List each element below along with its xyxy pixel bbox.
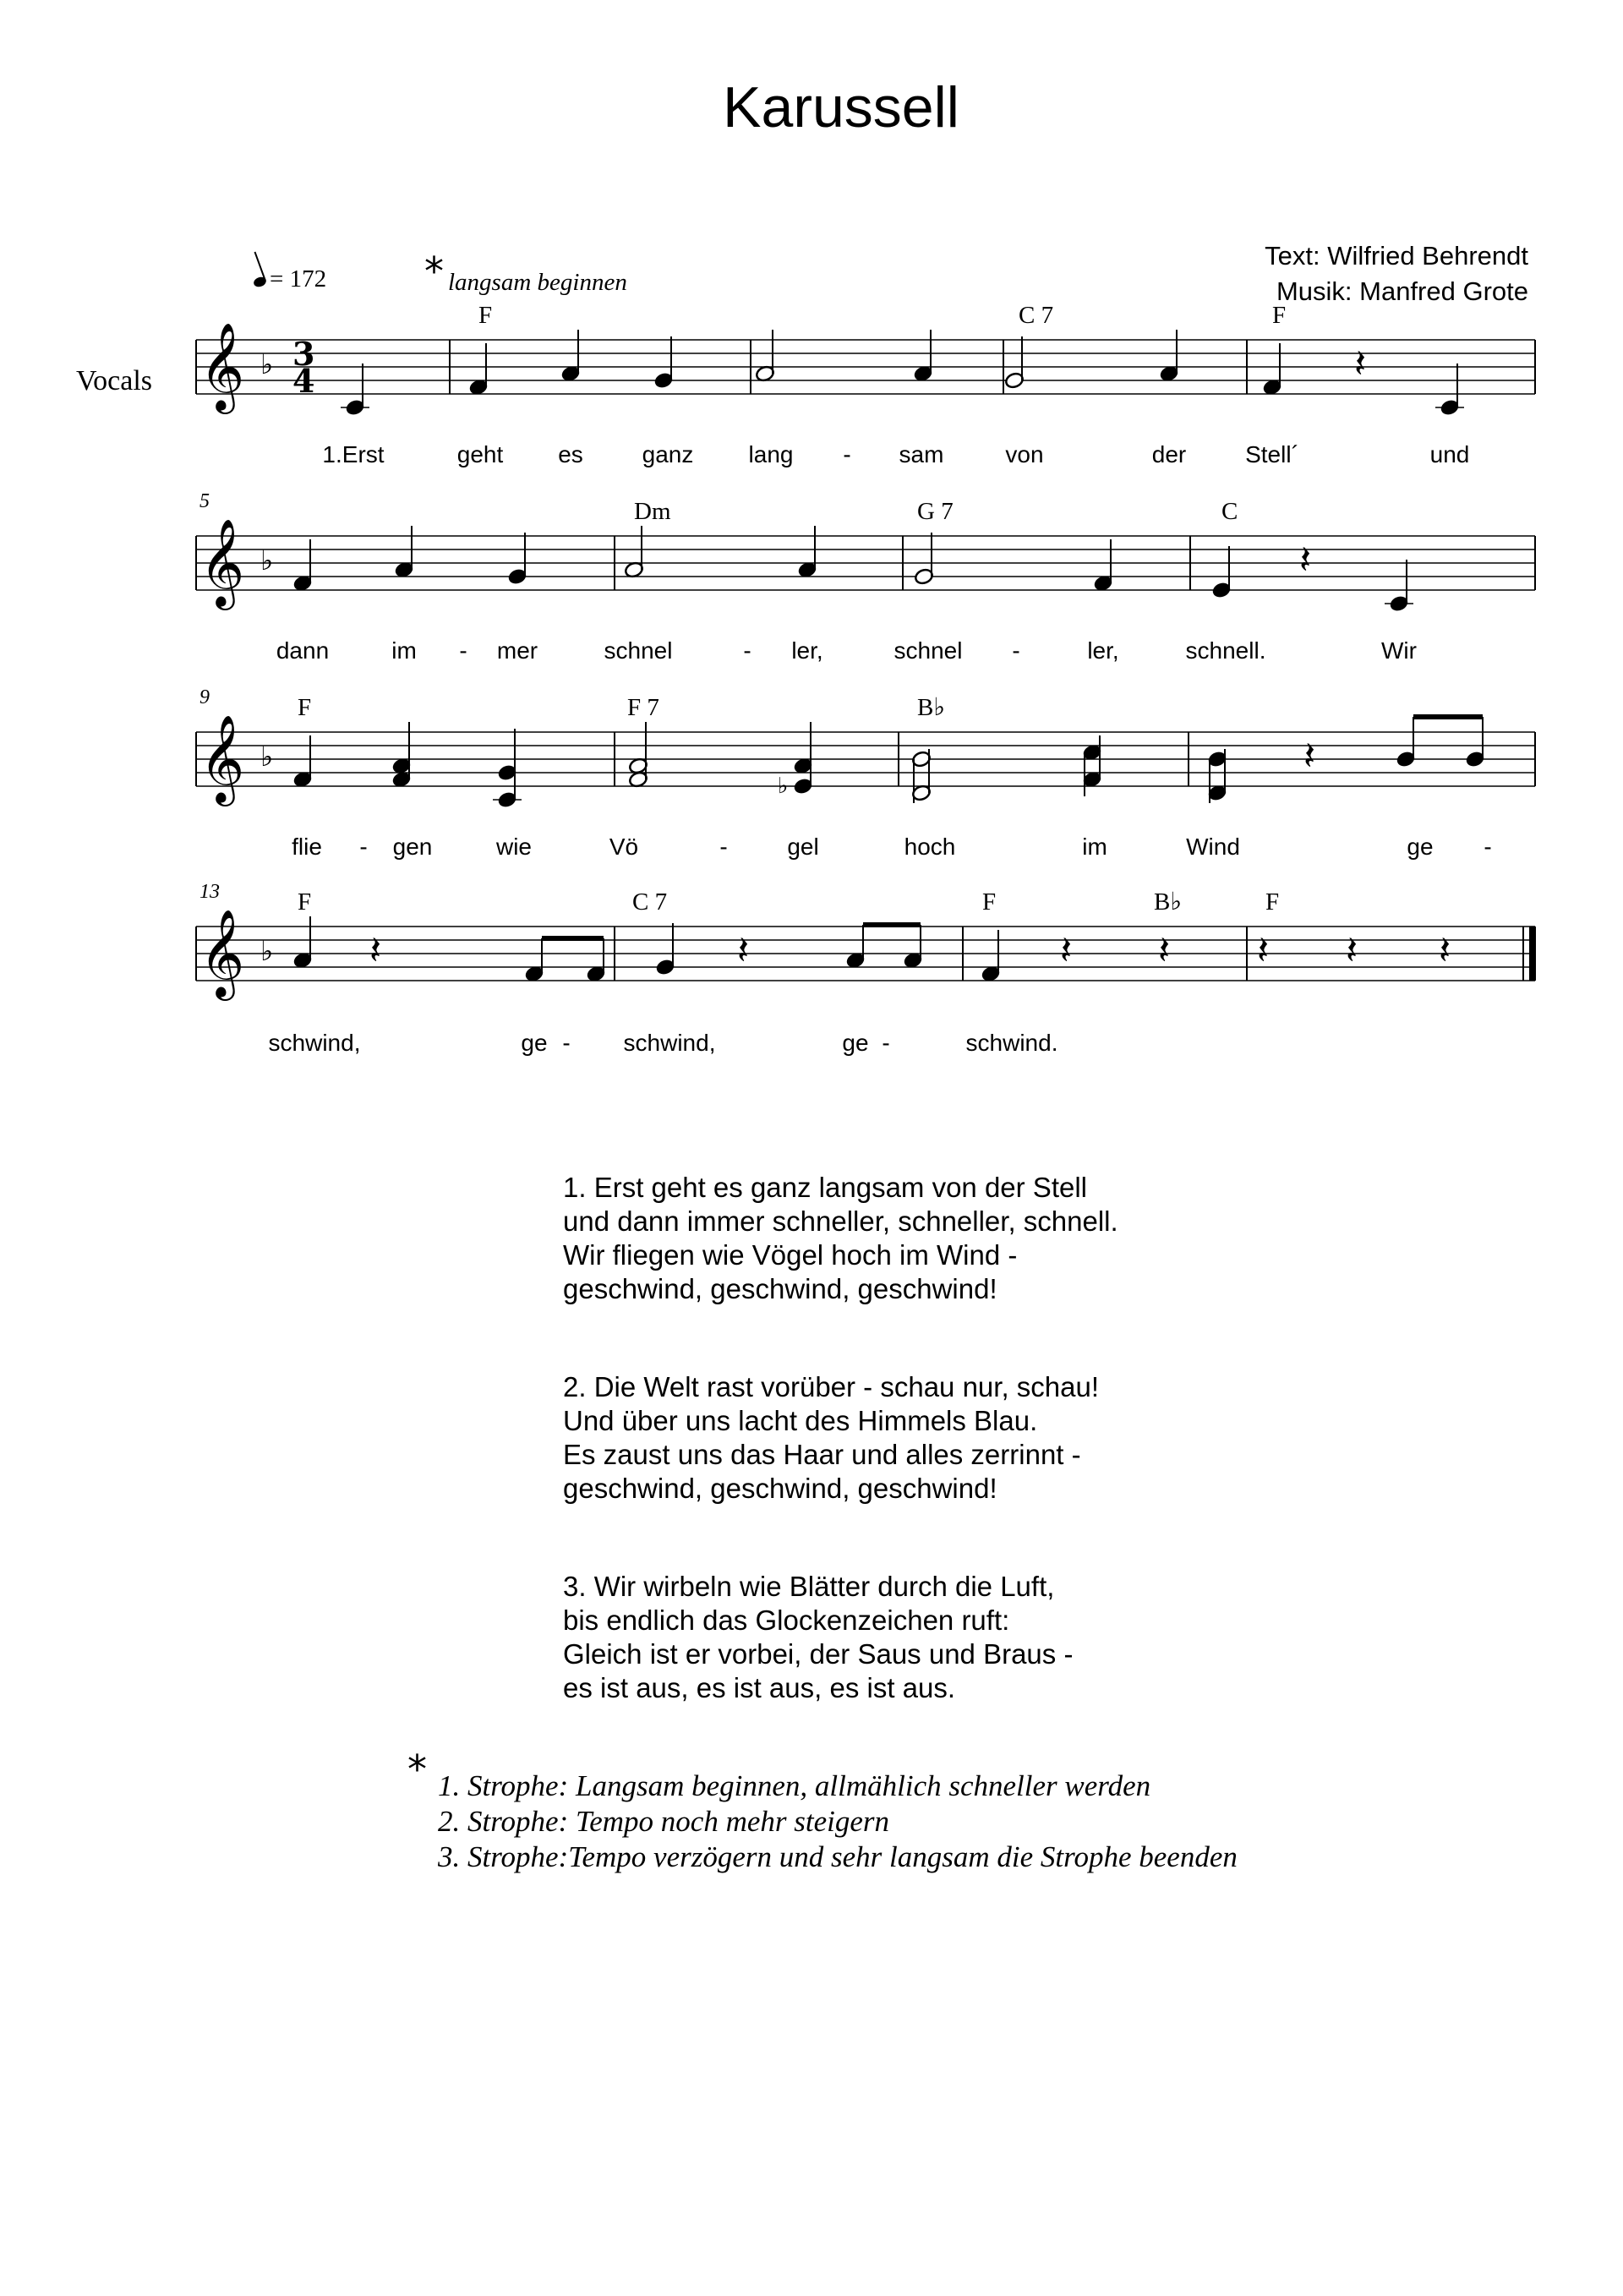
lyric-syllable: hoch bbox=[904, 834, 956, 860]
lyric-syllable: mer bbox=[496, 637, 538, 664]
time-signature-bottom: 4 bbox=[292, 362, 315, 400]
lyric-syllable: - bbox=[719, 834, 728, 860]
lyric-syllable: der bbox=[1151, 441, 1187, 467]
verse-line: Wir fliegen wie Vögel hoch im Wind - bbox=[563, 1239, 1018, 1271]
tempo-instruction: langsam beginnen bbox=[448, 269, 627, 296]
quarter-rest-icon: 𝄽 bbox=[1346, 927, 1358, 973]
note-line: 2. Strophe: Tempo noch mehr steigern bbox=[438, 1805, 890, 1838]
lyric-syllable: lang bbox=[748, 441, 794, 467]
chord-symbol: F bbox=[478, 302, 493, 329]
chord-symbol: Dm bbox=[634, 498, 671, 525]
lyric-syllable: von bbox=[1005, 441, 1044, 467]
verse-line: und dann immer schneller, schneller, schnell. bbox=[563, 1205, 1118, 1237]
lyric-syllable: - bbox=[1484, 834, 1492, 860]
part-name: Vocals bbox=[76, 365, 153, 396]
lyric-syllable: im bbox=[391, 637, 417, 664]
footnote-star: * bbox=[424, 249, 444, 294]
chord-symbol: F bbox=[982, 888, 997, 916]
lyric-syllable: 1.Erst bbox=[322, 441, 385, 467]
quarter-rest-icon: 𝄽 bbox=[1158, 927, 1171, 973]
chord-symbol: G 7 bbox=[917, 498, 954, 525]
verse-line: es ist aus, es ist aus, es ist aus. bbox=[563, 1672, 956, 1703]
quarter-rest-icon: 𝄽 bbox=[737, 927, 750, 973]
verse-line: 3. Wir wirbeln wie Blätter durch die Luft, bbox=[563, 1571, 1055, 1602]
chord-symbol: F bbox=[298, 888, 312, 916]
lyric-syllable: und bbox=[1429, 441, 1470, 467]
lyric-syllable: gen bbox=[392, 834, 433, 860]
chord-symbol: C bbox=[1221, 498, 1238, 525]
key-flat-icon: ♭ bbox=[260, 935, 274, 967]
verse-2 bbox=[563, 1370, 1118, 1506]
verse-line: Und über uns lacht des Himmels Blau. bbox=[563, 1405, 1038, 1436]
song-title: Karussell bbox=[723, 75, 959, 139]
lyric-syllable: schwind, bbox=[623, 1030, 716, 1056]
lyric-syllable: geht bbox=[456, 441, 504, 467]
lyric-syllable: - bbox=[743, 637, 751, 664]
final-barline-thick bbox=[1529, 927, 1536, 981]
treble-clef-icon: 𝄞 bbox=[199, 322, 245, 411]
composer-credit: Musik: Manfred Grote bbox=[1276, 276, 1528, 306]
verse-line: 2. Die Welt rast vorüber - schau nur, schau! bbox=[563, 1371, 1100, 1402]
tempo-value: = 172 bbox=[270, 265, 327, 292]
quarter-rest-icon: 𝄽 bbox=[1439, 927, 1451, 973]
lyric-syllable: sam bbox=[899, 441, 944, 467]
chord-symbol: F 7 bbox=[627, 694, 659, 721]
note-line: 1. Strophe: Langsam beginnen, allmählich schneller werden bbox=[438, 1769, 1151, 1802]
lyric-syllable: Vö bbox=[609, 834, 639, 860]
flat-accidental-icon: ♭ bbox=[778, 774, 789, 799]
verse-line: Gleich ist er vorbei, der Saus und Braus - bbox=[563, 1638, 1074, 1670]
performance-notes bbox=[438, 1768, 1238, 1875]
lyric-syllable: ler, bbox=[1087, 637, 1119, 664]
chord-symbol: B♭ bbox=[1154, 888, 1183, 916]
treble-clef-icon: 𝄞 bbox=[199, 518, 245, 607]
music-score bbox=[0, 0, 1623, 1099]
quarter-rest-icon: 𝄽 bbox=[1354, 341, 1367, 386]
quarter-rest-icon: 𝄽 bbox=[369, 927, 382, 973]
key-flat-icon: ♭ bbox=[260, 348, 274, 380]
lyric-syllable: ler, bbox=[791, 637, 823, 664]
lyric-syllable: ge bbox=[842, 1030, 869, 1056]
verse-line: Es zaust uns das Haar und alles zerrinnt - bbox=[563, 1439, 1081, 1470]
lyric-syllable: schwind, bbox=[268, 1030, 361, 1056]
key-flat-icon: ♭ bbox=[260, 544, 274, 577]
key-flat-icon: ♭ bbox=[260, 741, 274, 773]
verse-1 bbox=[563, 1171, 1118, 1306]
chord-symbol: B♭ bbox=[917, 694, 946, 721]
lyric-syllable: - bbox=[562, 1030, 571, 1056]
lyric-syllable: - bbox=[459, 637, 467, 664]
quarter-rest-icon: 𝄽 bbox=[1299, 537, 1312, 582]
lyric-syllable: Wir bbox=[1381, 637, 1417, 664]
quarter-rest-icon: 𝄽 bbox=[1257, 927, 1270, 973]
treble-clef-icon: 𝄞 bbox=[199, 909, 245, 998]
verses bbox=[563, 1171, 1118, 1769]
lyric-syllable: Stell´ bbox=[1245, 441, 1299, 467]
measure-number: 9 bbox=[199, 686, 210, 708]
lyric-syllable: ge bbox=[521, 1030, 548, 1056]
lyric-syllable: - bbox=[843, 441, 851, 467]
measure-number: 5 bbox=[199, 490, 210, 512]
lyric-syllable: schwind. bbox=[965, 1030, 1058, 1056]
chord-symbol: F bbox=[298, 694, 312, 721]
verse-line: geschwind, geschwind, geschwind! bbox=[563, 1273, 997, 1304]
lyric-syllable: schnel bbox=[604, 637, 673, 664]
lyric-syllable: es bbox=[558, 441, 583, 467]
chord-symbol: F bbox=[1272, 302, 1287, 329]
lyric-syllable: - bbox=[359, 834, 368, 860]
quarter-rest-icon: 𝄽 bbox=[1303, 733, 1316, 779]
measure-number: 13 bbox=[199, 881, 220, 903]
verse-3 bbox=[563, 1570, 1118, 1705]
lyric-syllable: - bbox=[882, 1030, 890, 1056]
lyric-syllable: dann bbox=[276, 637, 330, 664]
lyric-syllable: flie bbox=[292, 834, 322, 860]
verse-line: bis endlich das Glockenzeichen ruft: bbox=[563, 1604, 1010, 1636]
lyric-syllable: schnell. bbox=[1185, 637, 1266, 664]
treble-clef-icon: 𝄞 bbox=[199, 714, 245, 803]
chord-symbol: C 7 bbox=[1019, 302, 1054, 329]
lyric-syllable: schnel bbox=[893, 637, 963, 664]
lyric-syllable: Wind bbox=[1186, 834, 1240, 860]
time-signature-top: 3 bbox=[292, 335, 315, 373]
footnote-star-2: * bbox=[407, 1747, 427, 1792]
lyric-syllable: - bbox=[1012, 637, 1020, 664]
lyric-syllable: wie bbox=[495, 834, 533, 860]
lyric-syllable: gel bbox=[787, 834, 819, 860]
chord-symbol: C 7 bbox=[632, 888, 668, 916]
note-line: 3. Strophe:Tempo verzögern und sehr langsam die Strophe beenden bbox=[438, 1840, 1238, 1873]
lyric-syllable: ge bbox=[1407, 834, 1434, 860]
quarter-rest-icon: 𝄽 bbox=[1060, 927, 1073, 973]
chord-symbol: F bbox=[1265, 888, 1280, 916]
lyric-syllable: ganz bbox=[642, 441, 694, 467]
lyricist-credit: Text: Wilfried Behrendt bbox=[1265, 241, 1528, 271]
verse-line: geschwind, geschwind, geschwind! bbox=[563, 1473, 997, 1504]
verse-line: 1. Erst geht es ganz langsam von der Stell bbox=[563, 1172, 1088, 1203]
lyric-syllable: im bbox=[1082, 834, 1107, 860]
